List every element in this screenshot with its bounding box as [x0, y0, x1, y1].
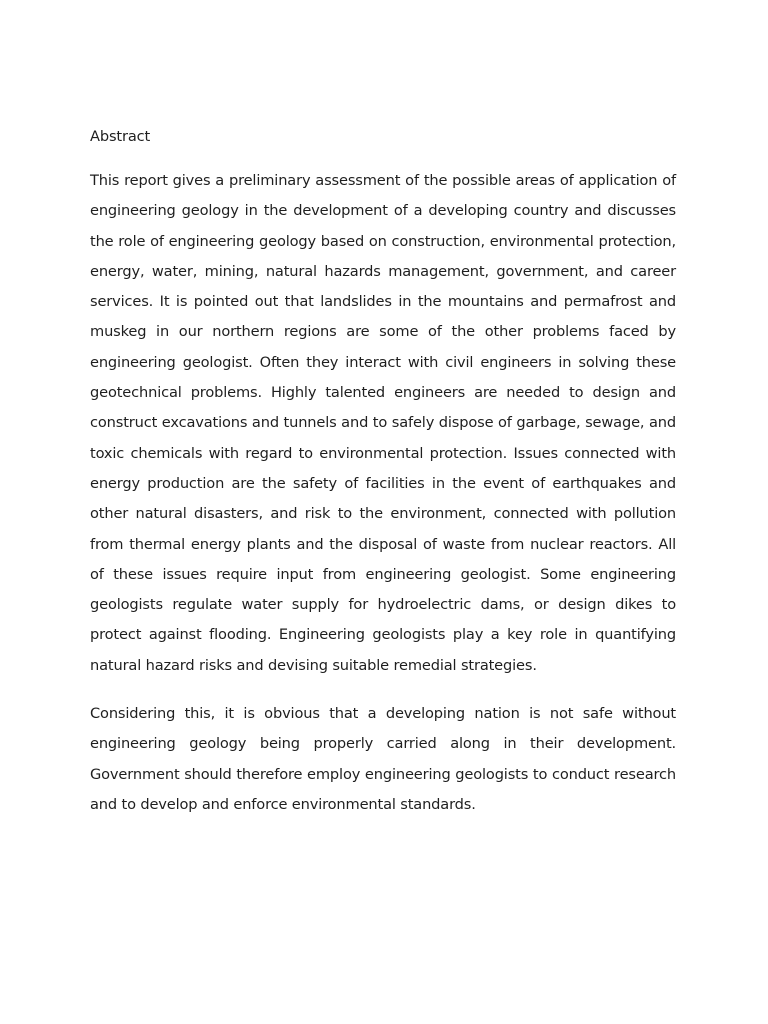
abstract-paragraph-2: Considering this, it is obvious that a developing nation is not safe without engineering geology being properly carried along in their development. Government should therefore employ engineering geologists to conduct research and to develop and enforce environmental standards. — [90, 705, 676, 813]
abstract-paragraph-1: This report gives a preliminary assessment of the possible areas of application of engineering geology in the development of a developing country and discusses the role of engineering geology based on construction, environmental protection, energy, water, mining, natural hazards management, government, and career services. It is pointed out that landslides in the mountains and permafrost and muskeg in our northern regions are some of the other problems faced by engineering geologist. Often they interact with civil engineers in solving these geotechnical problems. Highly talented engineers are needed to design and construct excavations and tunnels and to safely dispose of garbage, sewage, and toxic chemicals with regard to environmental protection. Issues connected with energy production are the safety of facilities in the event of earthquakes and other natural disasters, and risk to the environment, connected with pollution from thermal energy plants and the disposal of waste from nuclear reactors. All of these issues require input from engineering geologist. Some engineering geologists regulate water supply for hydroelectric dams, or design dikes to protect against flooding. Engineering geologists play a key role in quantifying natural hazard risks and devising suitable remedial strategies. — [90, 172, 676, 674]
abstract-heading: Abstract — [90, 128, 151, 145]
